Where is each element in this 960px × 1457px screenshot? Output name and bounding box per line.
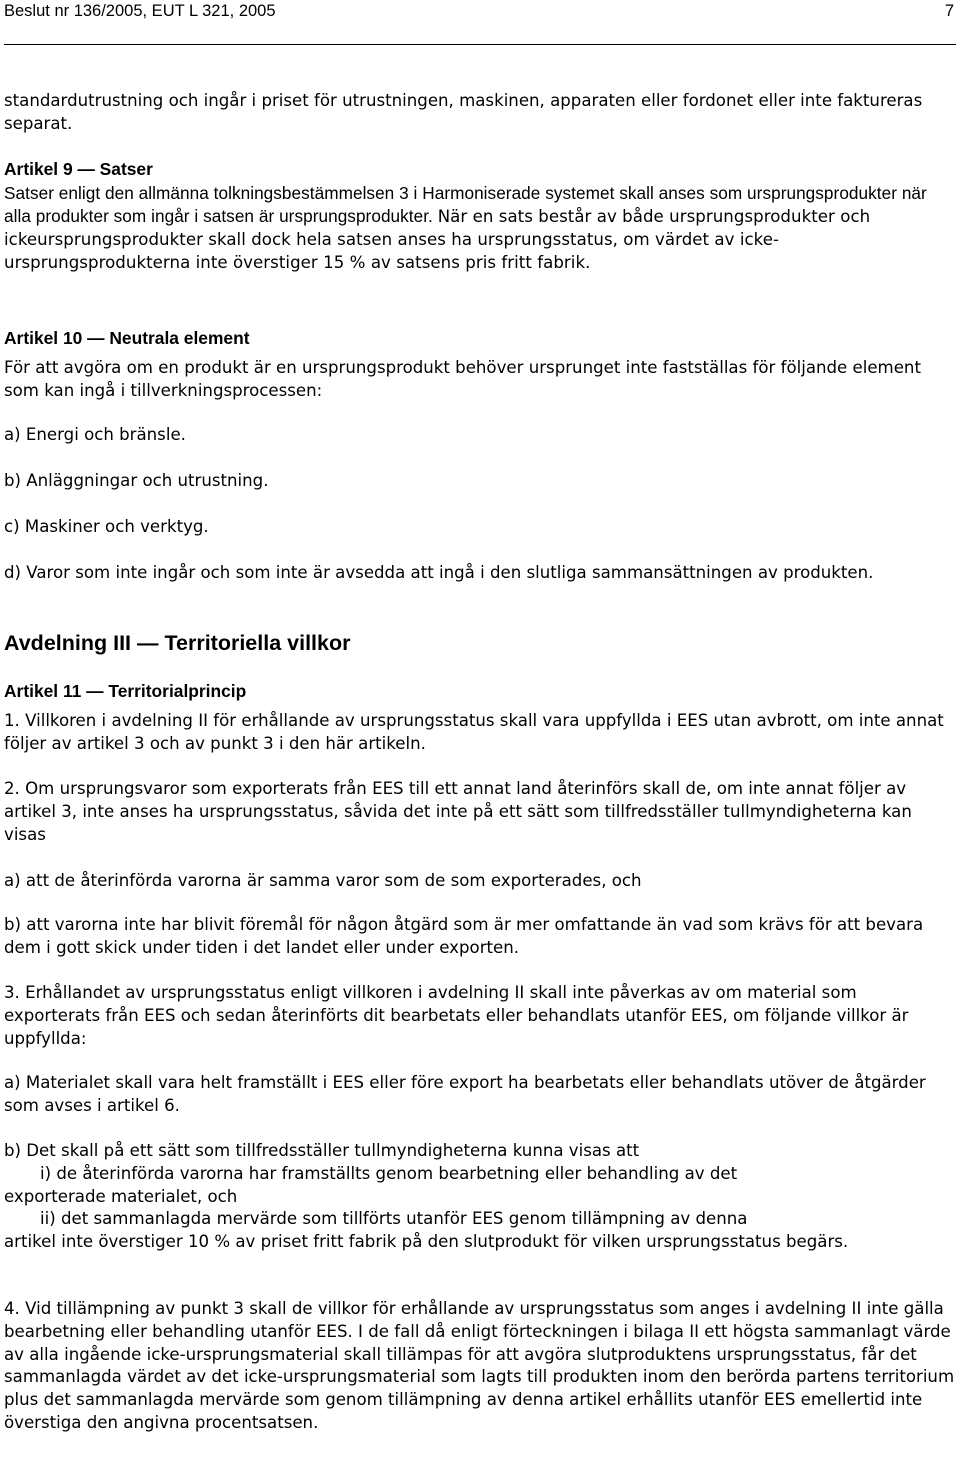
article-11-paragraph-3b-ii-first: ii) det sammanlagda mervärde som tillförts utanför EES genom tillämpning av denna: [40, 1209, 748, 1229]
article-11-paragraph-3a: a) Materialet skall vara helt framställt i EES eller före export ha bearbetats eller behandlats utöver de åtgärder som avses i artikel 6.: [4, 1073, 926, 1115]
article-11-paragraph-2a: a) att de återinförda varorna är samma varor som de som exporterades, och: [4, 871, 642, 890]
article-10-item-a: a) Energi och bränsle.: [4, 425, 186, 444]
section-3-title: Avdelning III — Territoriella villkor: [4, 631, 351, 655]
page-header: [4, 0, 956, 24]
paragraph-continued: standardutrustning och ingår i priset för utrustningen, maskinen, apparaten eller fordonet eller inte faktureras separat.: [4, 91, 923, 133]
article-11-paragraph-3b-intro: b) Det skall på ett sätt som tillfredsställer tullmyndigheterna kunna visas att: [4, 1141, 640, 1160]
article-9-text-sentence-1: Satser enligt den allmänna tolkningsbestämmelsen 3 i Harmoniserade systemet skall anses som ursprungsprodukter när alla produkter som ingår i satsen är ursprungsprodukter.: [4, 183, 927, 226]
article-10-item-d: d) Varor som inte ingår och som inte är avsedda att ingå i den slutliga sammansättningen av produkten.: [4, 563, 874, 582]
header-divider: [4, 44, 956, 45]
article-11-title: Artikel 11 — Territorialprincip: [4, 681, 247, 701]
header-citation: Beslut nr 136/2005, EUT L 321, 2005: [4, 2, 276, 20]
article-10-item-c: c) Maskiner och verktyg.: [4, 517, 209, 536]
article-11-paragraph-2: 2. Om ursprungsvaror som exporterats från EES till ett annat land återinförs skall de, om inte annat följer av artikel 3, inte anses ha ursprungsstatus, såvida det inte på ett sätt som tillfredsställer tullmyndigheterna kan visas: [4, 779, 912, 844]
article-11-paragraph-3b-i-first: i) de återinförda varorna har framställts genom bearbetning eller behandling av det: [40, 1163, 738, 1183]
article-11-paragraph-2b: b) att varorna inte har blivit föremål för någon åtgärd som är mer omfattande än vad som krävs för att bevara dem i gott skick under tiden i det landet eller under exporten.: [4, 915, 924, 957]
article-9-title: Artikel 9 — Satser: [4, 159, 153, 179]
article-10-title: Artikel 10 — Neutrala element: [4, 328, 250, 348]
article-10-intro: För att avgöra om en produkt är en ursprungsprodukt behöver ursprunget inte fastställas för följande element som kan ingå i tillverkningsprocessen:: [4, 358, 921, 400]
article-9-text-sentence-2: När en sats består av både ursprungsprodukter och ickeursprungsprodukter skall dock hela satsen anses ha ursprungsstatus, om värdet av icke-ursprungsprodukterna inte överstiger 15 % av satsens pris fritt fabrik.: [4, 207, 871, 272]
article-11-paragraph-3: 3. Erhållandet av ursprungsstatus enligt villkoren i avdelning II skall inte påverkas av om material som exporterats från EES och sedan återinförts dit bearbetats eller behandlats utanför EES, om följande villkor är uppfyllda:: [4, 983, 909, 1048]
article-11-paragraph-3b-i-rest: exporterade materialet, och: [4, 1186, 238, 1206]
article-11-paragraph-1: 1. Villkoren i avdelning II för erhållande av ursprungsstatus skall vara uppfyllda i EES utan avbrott, om inte annat följer av artikel 3 och av punkt 3 i den här artikeln.: [4, 711, 944, 753]
article-11-paragraph-4: 4. Vid tillämpning av punkt 3 skall de villkor för erhållande av ursprungsstatus som anges i avdelning II inte gälla bearbetning eller behandling utanför EES. I de fall då enligt förteckningen i bilaga II ett högsta sammanlagt värde av alla ingående icke-ursprungsmaterial skall tillämpas för att avgöra slutproduktens ursprungsstatus, får det sammanlagda värdet av det icke-ursprungsmaterial som lagts till produkten inom den berörda partens territorium plus det sammanlagda mervärde som genom tillämpning av denna artikel erhållits utanför EES emellertid inte överstiga den angivna procentsatsen.: [4, 1299, 955, 1432]
article-11-paragraph-3b: [4, 1140, 956, 1254]
article-9-text: [4, 182, 956, 274]
page-number: 7: [944, 2, 954, 20]
article-11-paragraph-3b-ii-rest: artikel inte överstiger 10 % av priset fritt fabrik på den slutprodukt för vilken ursprungsstatus begärs.: [4, 1232, 849, 1252]
article-10-item-b: b) Anläggningar och utrustning.: [4, 471, 269, 490]
